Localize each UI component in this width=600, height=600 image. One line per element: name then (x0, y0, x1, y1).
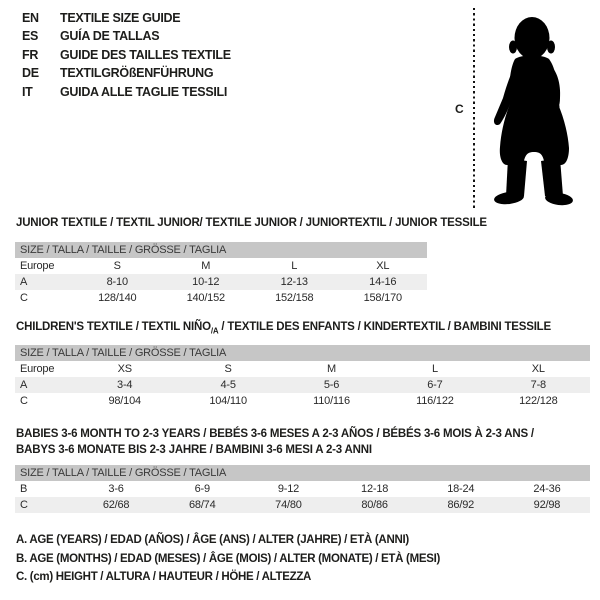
table-row-b (15, 481, 590, 497)
size-value: L (291, 260, 298, 272)
row-label: B (20, 483, 28, 495)
table-title-text: CHILDREN'S TEXTILE / TEXTIL NIÑO (16, 321, 211, 333)
language-title-list (22, 9, 231, 101)
size-value: 128/140 (98, 292, 137, 304)
table-title-text: /A (210, 326, 219, 336)
size-value: 74/80 (275, 499, 302, 511)
lang-row-fr (22, 46, 231, 64)
row-label: A (20, 379, 28, 391)
table-row-a (15, 274, 427, 290)
lang-code: ES (22, 29, 39, 44)
size-value: XL (531, 363, 545, 375)
size-value: 116/122 (416, 395, 454, 407)
size-value: 68/74 (188, 499, 216, 511)
row-label: C (20, 292, 28, 304)
size-value: M (327, 363, 336, 375)
size-value: 10-12 (192, 276, 220, 288)
lang-title: GUIDE DES TAILLES TEXTILE (60, 47, 231, 62)
size-value: 122/128 (519, 395, 558, 407)
size-value: 6-7 (427, 379, 443, 391)
table-row-c (15, 393, 590, 409)
children-table (15, 345, 590, 409)
size-value: 62/68 (102, 499, 130, 511)
row-label: Europe (20, 363, 55, 375)
lang-code: EN (22, 11, 39, 25)
table-row-c (15, 497, 590, 513)
size-value: M (201, 260, 211, 272)
table-title-text: BABYS 3-6 MONATE BIS 2-3 JAHRE / BAMBINI 3-6 MESI A 2-3 ANNI (16, 444, 372, 456)
junior-table-title (16, 215, 487, 231)
lang-title: GUIDA ALLE TAGLIE TESSILI (60, 84, 228, 99)
table-row-europe (15, 361, 590, 377)
size-value: 12-18 (361, 483, 389, 495)
size-value: 80/86 (361, 499, 388, 511)
size-value: 14-16 (369, 276, 397, 288)
table-row-europe (15, 258, 427, 274)
size-value: 92/98 (533, 499, 561, 511)
lang-code: FR (22, 47, 39, 62)
lang-row-en (22, 9, 231, 27)
size-value: 5-6 (323, 379, 340, 391)
size-value: 7-8 (530, 379, 546, 391)
size-value: XS (117, 363, 132, 375)
baby-silhouette-icon (486, 8, 598, 210)
size-value: 140/152 (186, 292, 225, 304)
lang-row-it (22, 83, 231, 101)
size-value: 12-13 (280, 276, 308, 288)
junior-table (15, 242, 427, 306)
size-header-bar: SIZE / TALLA / TAILLE / GRÖSSE / TAGLIA (15, 242, 427, 258)
size-value: L (431, 363, 438, 375)
table-row-a (15, 377, 590, 393)
size-value: 3-6 (108, 483, 124, 495)
size-value: 6-9 (194, 483, 210, 495)
size-header-bar: SIZE / TALLA / TAILLE / GRÖSSE / TAGLIA (15, 465, 590, 481)
size-value: 24-36 (533, 483, 561, 495)
lang-code: DE (22, 66, 39, 81)
size-value: 104/110 (209, 395, 247, 407)
children-table-title (16, 319, 551, 339)
footnote-b: B. AGE (MONTHS) / EDAD (MESES) / ÂGE (MOIS) / ALTER (MONATE) / ETÀ (MESI) (16, 552, 441, 565)
footnote-c: C. (cm) HEIGHT / ALTURA / HAUTEUR / HÖHE / ALTEZZA (16, 571, 312, 583)
size-value: 98/104 (108, 395, 141, 407)
size-header-bar: SIZE / TALLA / TAILLE / GRÖSSE / TAGLIA (15, 345, 590, 361)
lang-row-es (22, 27, 231, 45)
footnote-a: A. AGE (YEARS) / EDAD (AÑOS) / ÂGE (ANS) / ALTER (JAHRE) / ETÀ (ANNI) (16, 534, 409, 546)
size-value: S (224, 363, 232, 375)
babies-table (15, 465, 590, 513)
size-value: 8-10 (106, 276, 128, 288)
row-label: A (20, 276, 28, 288)
table-title-text: / TEXTILE DES ENFANTS / KINDERTEXTIL / BAMBINI TESSILE (218, 321, 551, 333)
table-title-text: JUNIOR TEXTILE / TEXTIL JUNIOR/ TEXTILE JUNIOR / JUNIORTEXTIL / JUNIOR TESSILE (16, 217, 487, 229)
lang-row-de (22, 64, 231, 82)
size-value: 3-4 (117, 379, 133, 391)
size-value: 18-24 (447, 483, 475, 495)
size-value: 110/116 (313, 395, 350, 407)
table-row-c (15, 290, 427, 306)
footnote-legend (16, 531, 440, 587)
row-label: C (20, 499, 28, 511)
row-label: C (20, 395, 28, 407)
size-value: 4-5 (220, 379, 236, 391)
height-dotted-line (473, 8, 475, 209)
lang-title: GUÍA DE TALLAS (60, 29, 160, 44)
table-title-text: BABIES 3-6 MONTH TO 2-3 YEARS / BEBÉS 3-6 MESES A 2-3 AÑOS / BÉBÉS 3-6 MOIS À 2-3 ANS / (16, 428, 534, 440)
lang-title: TEXTILE SIZE GUIDE (60, 11, 181, 25)
lang-title: TEXTILGRÖßENFÜHRUNG (60, 66, 214, 81)
size-value: 9-12 (277, 483, 300, 495)
size-value: S (113, 260, 121, 272)
size-value: 158/170 (363, 292, 402, 304)
lang-code: IT (22, 84, 33, 99)
babies-table-title (16, 426, 534, 458)
size-value: 152/158 (275, 292, 314, 304)
figure-label-c: C (455, 102, 464, 116)
row-label: Europe (20, 260, 55, 272)
size-value: 86/92 (447, 499, 475, 511)
size-value: XL (376, 260, 390, 272)
